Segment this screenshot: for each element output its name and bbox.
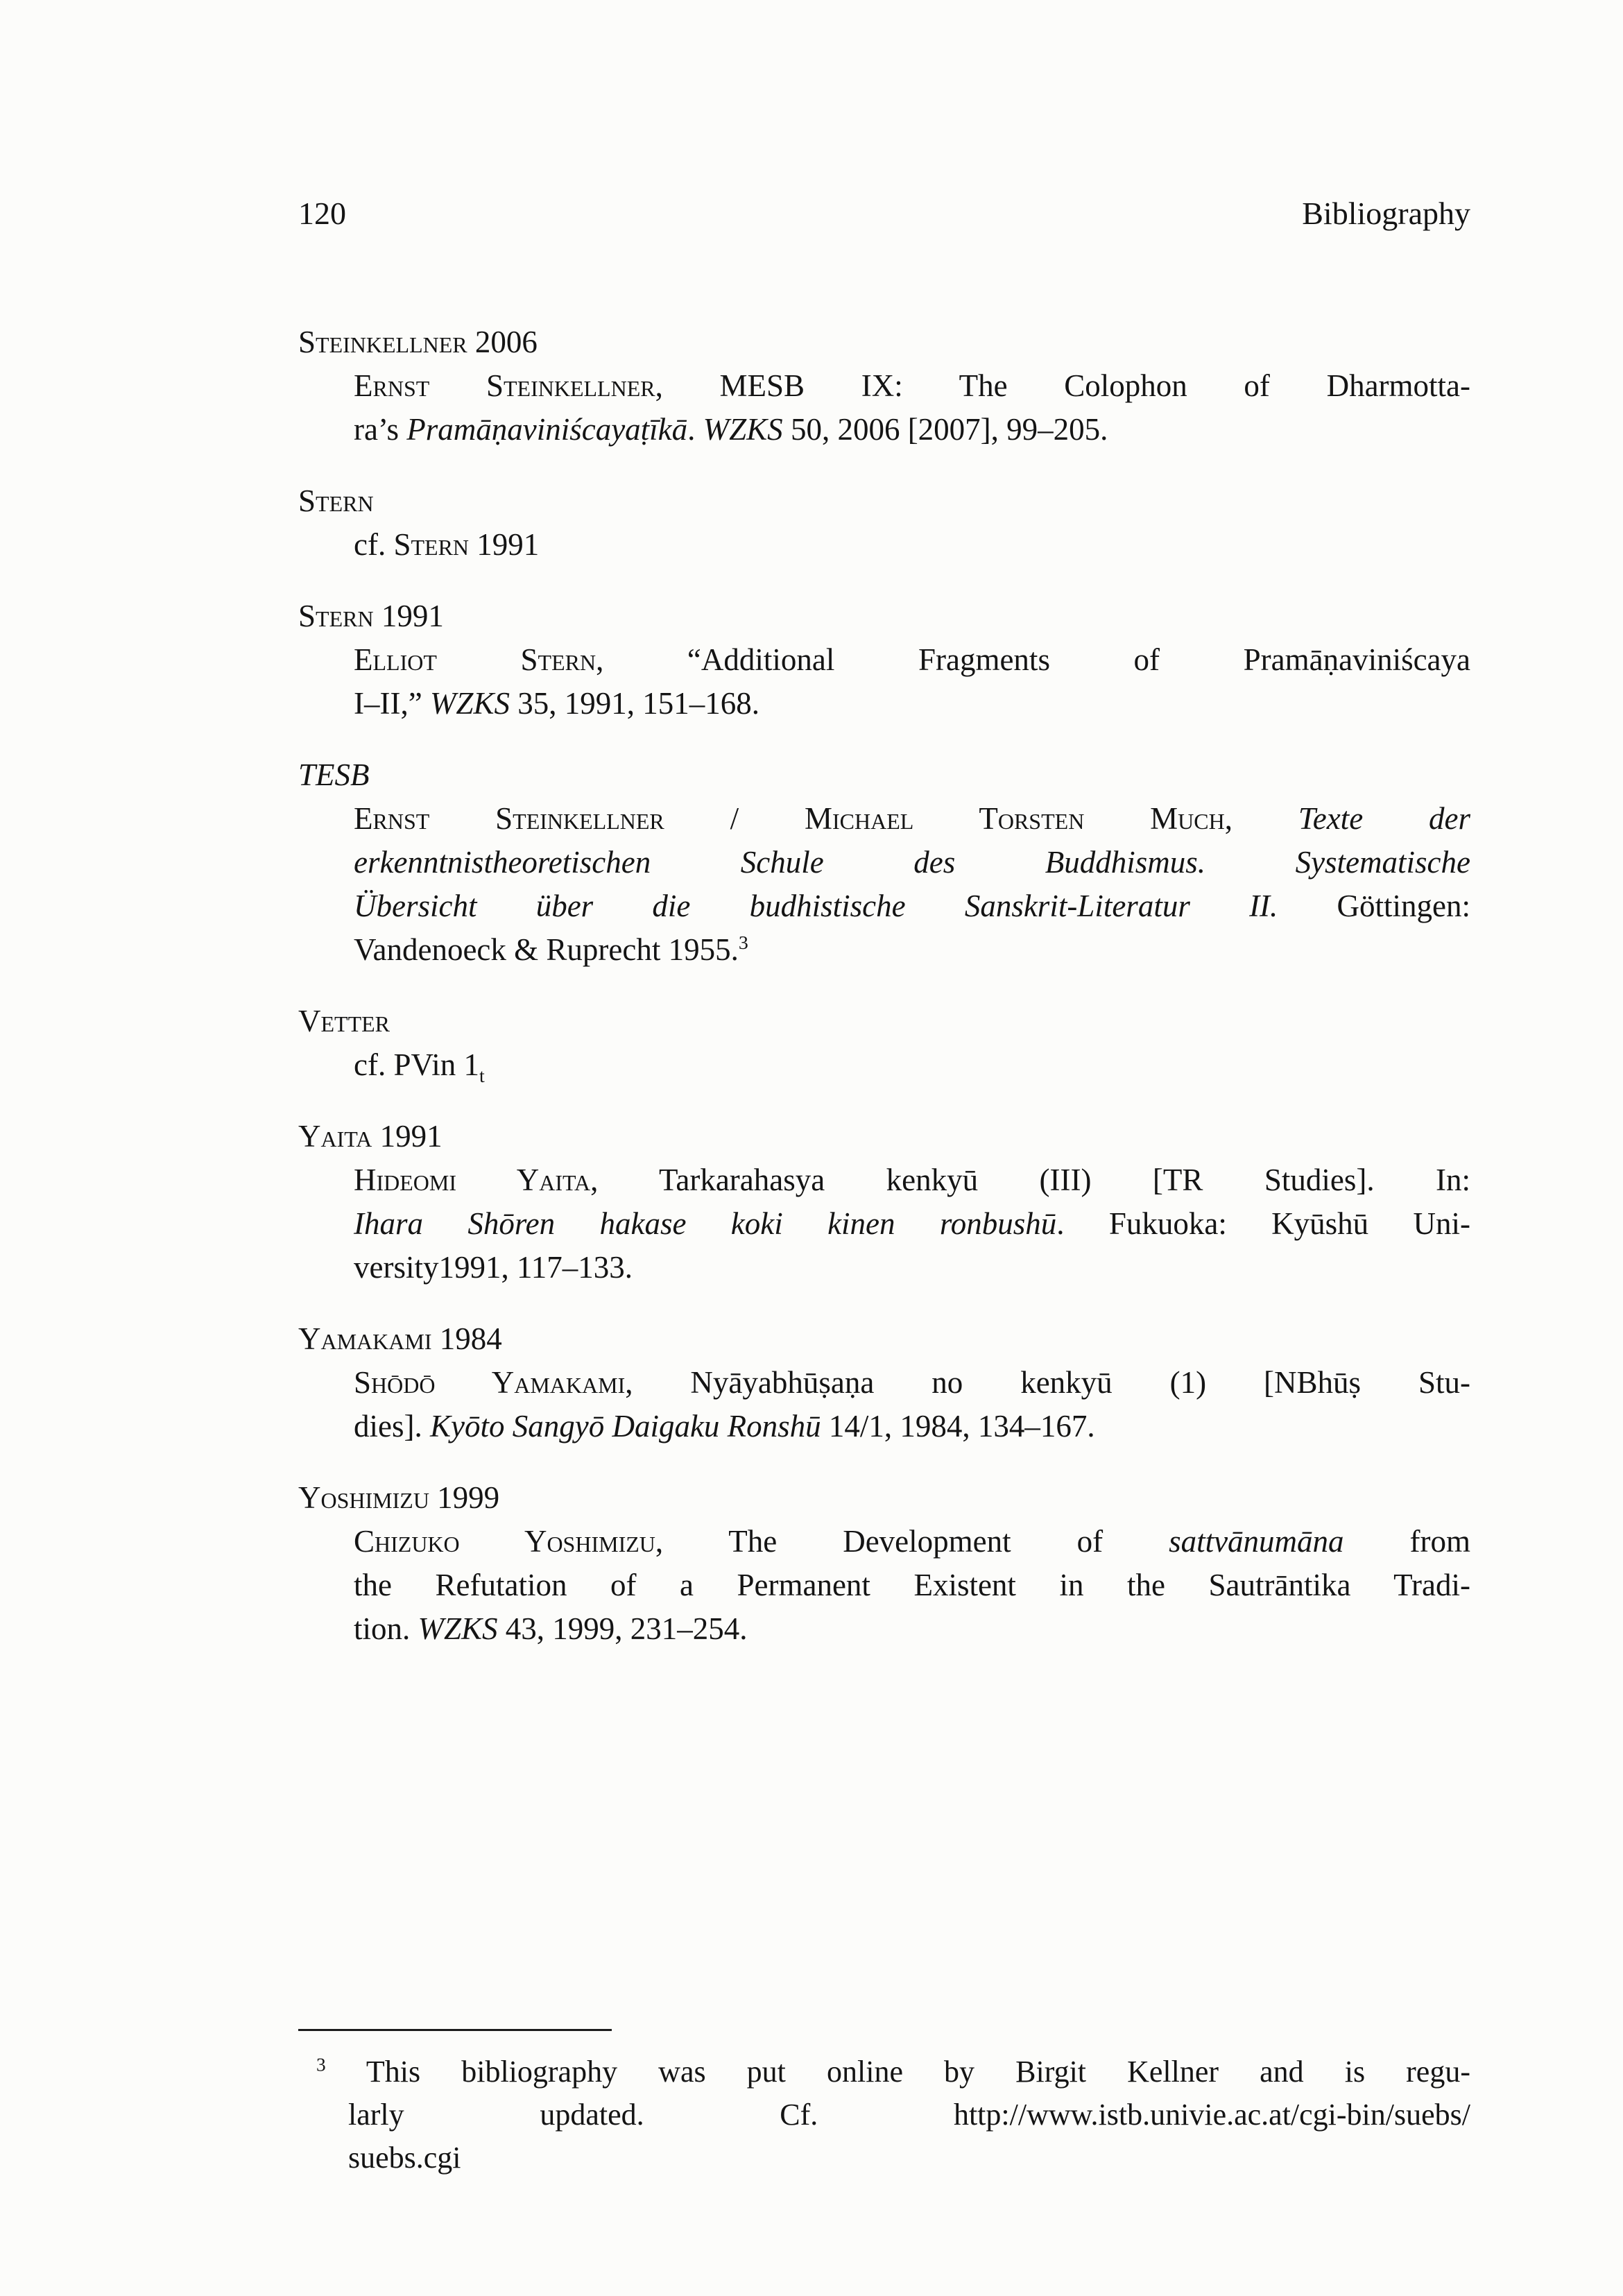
text-segment: cf. PVin 1 bbox=[354, 1047, 480, 1082]
text-segment: , Nyāyabhūṣaṇa no kenkyū (1) [NBhūṣ Stu- bbox=[625, 1365, 1470, 1400]
text-line bbox=[354, 364, 1470, 408]
text-segment: Yaita 1991 bbox=[298, 1119, 443, 1154]
text-segment: t bbox=[479, 1065, 485, 1087]
footnote-block bbox=[298, 2029, 1470, 2179]
bibliography-entry bbox=[298, 1317, 1470, 1448]
text-segment: 3 bbox=[316, 2054, 326, 2075]
text-segment: sattvānumāna bbox=[1169, 1524, 1344, 1559]
text-segment: Chizuko Yoshimizu bbox=[354, 1524, 655, 1559]
entry-label bbox=[298, 1115, 1470, 1158]
text-line bbox=[354, 797, 1470, 841]
text-line bbox=[354, 682, 1470, 726]
entry-body bbox=[298, 1520, 1470, 1651]
text-segment: 50, 2006 [2007], 99–205. bbox=[782, 412, 1108, 447]
text-line bbox=[316, 2050, 1470, 2093]
text-segment: , Tarkarahasya kenkyū (III) [TR Studies]. In: bbox=[590, 1163, 1471, 1197]
text-segment: , The Development of bbox=[655, 1524, 1169, 1559]
text-segment: Ernst Steinkellner bbox=[354, 801, 664, 836]
text-line bbox=[348, 2136, 1470, 2179]
entry-label bbox=[298, 1317, 1470, 1361]
text-segment: Pramāṇaviniścayaṭīkā bbox=[406, 412, 688, 447]
text-line bbox=[354, 1246, 1470, 1290]
text-segment: Übersicht über die budhistische Sanskrit-Literatur II. bbox=[354, 889, 1278, 923]
text-segment: Stern 1991 bbox=[298, 599, 444, 633]
text-segment: Elliot Stern bbox=[354, 642, 596, 677]
text-line bbox=[354, 1361, 1470, 1405]
text-segment: 35, 1991, 151–168. bbox=[509, 686, 759, 721]
entry-body bbox=[298, 364, 1470, 452]
text-line bbox=[354, 884, 1470, 928]
text-line bbox=[354, 408, 1470, 452]
text-segment: WZKS bbox=[703, 412, 783, 447]
text-segment: TESB bbox=[298, 757, 370, 792]
bibliography-entry bbox=[298, 320, 1470, 452]
text-segment: This bibliography was put online by Birgit Kellner and is regu- bbox=[325, 2055, 1470, 2089]
bibliography-entry bbox=[298, 479, 1470, 567]
running-header-title: Bibliography bbox=[1302, 196, 1470, 231]
page-number: 120 bbox=[298, 196, 346, 231]
entry-body bbox=[298, 1361, 1470, 1448]
text-segment: tion. bbox=[354, 1611, 418, 1646]
entry-body bbox=[298, 1043, 1470, 1087]
bibliography-entry bbox=[298, 1476, 1470, 1651]
bibliography-entry bbox=[298, 1115, 1470, 1290]
text-segment: . Fukuoka: Kyūshū Uni- bbox=[1056, 1206, 1471, 1241]
text-segment: Shōdō Yamakami bbox=[354, 1365, 626, 1400]
text-segment: ra’s bbox=[354, 412, 407, 447]
text-segment: , bbox=[1224, 801, 1298, 836]
entry-label bbox=[298, 479, 1470, 523]
entry-label bbox=[298, 753, 1470, 797]
text-line bbox=[354, 1158, 1470, 1202]
text-segment: cf. bbox=[354, 527, 394, 562]
bibliography-entry bbox=[298, 753, 1470, 972]
text-segment: erkenntnistheoretischen Schule des Buddhismus. Systematische bbox=[354, 845, 1470, 880]
text-segment: . bbox=[687, 412, 703, 447]
text-segment: Yamakami 1984 bbox=[298, 1321, 502, 1356]
text-segment: I–II,” bbox=[354, 686, 430, 721]
footnote-text bbox=[298, 2050, 1470, 2179]
entry-body bbox=[298, 797, 1470, 972]
text-line bbox=[354, 1405, 1470, 1448]
entry-label bbox=[298, 1000, 1470, 1043]
text-segment: WZKS bbox=[418, 1611, 498, 1646]
text-segment: , MESB IX: The Colophon of Dharmotta- bbox=[655, 368, 1471, 403]
bibliography-entry bbox=[298, 594, 1470, 726]
text-line bbox=[348, 2093, 1470, 2136]
text-line bbox=[354, 928, 1470, 972]
text-segment: Stern bbox=[393, 527, 470, 562]
text-segment: 14/1, 1984, 134–167. bbox=[821, 1409, 1095, 1443]
text-line bbox=[354, 1563, 1470, 1607]
text-segment: the Refutation of a Permanent Existent in the Sautrāntika Tradi- bbox=[354, 1568, 1470, 1602]
entry-label bbox=[298, 594, 1470, 638]
text-segment: Hideomi Yaita bbox=[354, 1163, 591, 1197]
text-segment: Vandenoeck & Ruprecht 1955. bbox=[354, 932, 739, 967]
footnote-rule bbox=[298, 2029, 612, 2031]
text-segment: Stern bbox=[298, 483, 374, 518]
text-segment: larly updated. Cf. http://www.istb.univie.ac.at/cgi-bin/suebs/ bbox=[348, 2098, 1470, 2132]
running-head bbox=[298, 193, 1470, 234]
bibliography-entries bbox=[298, 320, 1470, 1679]
text-segment: Göttingen: bbox=[1278, 889, 1471, 923]
entry-label bbox=[298, 1476, 1470, 1520]
text-line bbox=[354, 523, 1470, 567]
text-segment: dies]. bbox=[354, 1409, 430, 1443]
entry-body bbox=[298, 1158, 1470, 1290]
text-segment: WZKS bbox=[429, 686, 510, 721]
text-segment: 43, 1999, 231–254. bbox=[497, 1611, 748, 1646]
text-line bbox=[354, 1202, 1470, 1246]
text-segment: suebs.cgi bbox=[348, 2141, 461, 2175]
entry-body bbox=[298, 523, 1470, 567]
bibliography-entry bbox=[298, 1000, 1470, 1087]
text-segment: Vetter bbox=[298, 1004, 390, 1038]
entry-label bbox=[298, 320, 1470, 364]
text-segment: Steinkellner 2006 bbox=[298, 325, 538, 359]
text-segment: 3 bbox=[738, 932, 748, 954]
text-segment: Ihara Shōren hakase koki kinen ronbushū bbox=[354, 1206, 1057, 1241]
text-line bbox=[354, 841, 1470, 884]
text-segment: Kyōto Sangyō Daigaku Ronshū bbox=[429, 1409, 821, 1443]
text-segment: from bbox=[1343, 1524, 1470, 1559]
text-segment: Ernst Steinkellner bbox=[354, 368, 655, 403]
text-segment: versity1991, 117–133. bbox=[354, 1250, 633, 1285]
text-segment: 1991 bbox=[469, 527, 540, 562]
text-line bbox=[354, 1043, 1470, 1087]
text-line bbox=[354, 1607, 1470, 1651]
text-line bbox=[354, 638, 1470, 682]
text-segment: Yoshimizu 1999 bbox=[298, 1480, 500, 1515]
text-segment: Texte der bbox=[1298, 801, 1470, 836]
text-segment: Michael Torsten Much bbox=[805, 801, 1225, 836]
text-segment: , “Additional Fragments of Pramāṇaviniścaya bbox=[596, 642, 1471, 677]
entry-body bbox=[298, 638, 1470, 726]
text-segment: / bbox=[664, 801, 805, 836]
text-line bbox=[354, 1520, 1470, 1563]
